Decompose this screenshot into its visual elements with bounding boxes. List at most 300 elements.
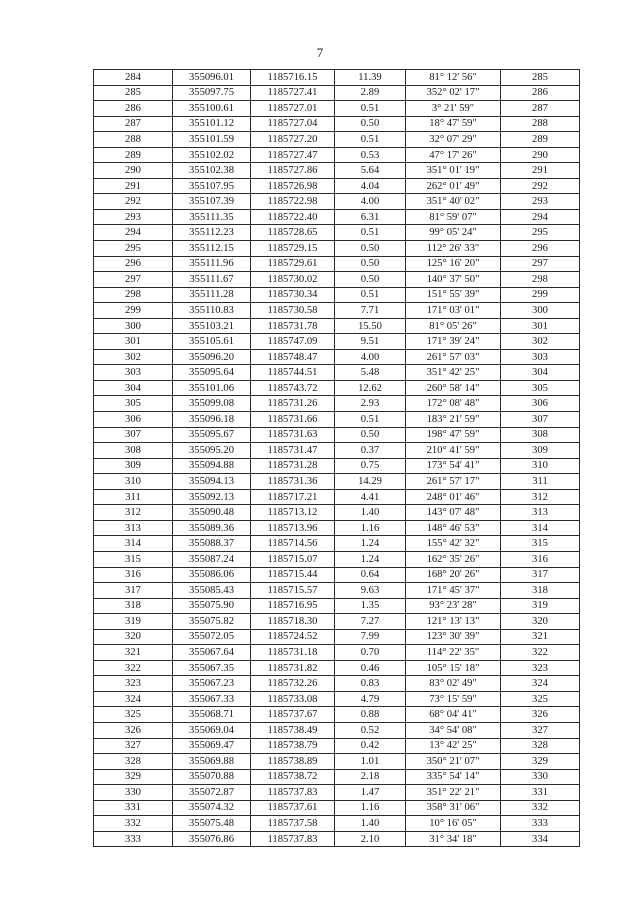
x-coordinate-cell: 355096.20 — [173, 349, 251, 365]
bearing-cell: 31° 34' 18" — [406, 831, 501, 847]
bearing-cell: 155° 42' 32" — [406, 536, 501, 552]
table-row — [94, 241, 580, 257]
distance-cell: 1.47 — [335, 785, 406, 801]
y-coordinate-cell: 1185717.21 — [251, 489, 335, 505]
table-row — [94, 163, 580, 179]
point-from-cell: 300 — [94, 318, 173, 334]
x-coordinate-cell: 355075.82 — [173, 614, 251, 630]
bearing-cell: 168° 20' 26" — [406, 567, 501, 583]
x-coordinate-cell: 355095.64 — [173, 365, 251, 381]
distance-cell: 6.31 — [335, 209, 406, 225]
point-to-cell: 312 — [501, 489, 580, 505]
bearing-cell: 260° 58' 14" — [406, 380, 501, 396]
table-row — [94, 396, 580, 412]
bearing-cell: 351° 22' 21" — [406, 785, 501, 801]
y-coordinate-cell: 1185737.58 — [251, 816, 335, 832]
point-to-cell: 288 — [501, 116, 580, 132]
table-row — [94, 536, 580, 552]
x-coordinate-cell: 355069.47 — [173, 738, 251, 754]
point-from-cell: 289 — [94, 147, 173, 163]
point-from-cell: 294 — [94, 225, 173, 241]
y-coordinate-cell: 1185727.86 — [251, 163, 335, 179]
point-to-cell: 332 — [501, 800, 580, 816]
y-coordinate-cell: 1185728.65 — [251, 225, 335, 241]
point-to-cell: 333 — [501, 816, 580, 832]
bearing-cell: 352° 02' 17" — [406, 85, 501, 101]
x-coordinate-cell: 355089.36 — [173, 520, 251, 536]
point-to-cell: 314 — [501, 520, 580, 536]
bearing-cell: 248° 01' 46" — [406, 489, 501, 505]
point-to-cell: 296 — [501, 241, 580, 257]
table-row — [94, 225, 580, 241]
distance-cell: 1.01 — [335, 754, 406, 770]
point-from-cell: 295 — [94, 241, 173, 257]
distance-cell: 2.93 — [335, 396, 406, 412]
x-coordinate-cell: 355088.37 — [173, 536, 251, 552]
point-to-cell: 297 — [501, 256, 580, 272]
table-row — [94, 303, 580, 319]
x-coordinate-cell: 355072.05 — [173, 629, 251, 645]
point-to-cell: 298 — [501, 272, 580, 288]
table-row — [94, 272, 580, 288]
table-row — [94, 816, 580, 832]
table-row — [94, 567, 580, 583]
distance-cell: 2.10 — [335, 831, 406, 847]
point-to-cell: 292 — [501, 178, 580, 194]
bearing-cell: 81° 05' 26" — [406, 318, 501, 334]
point-from-cell: 315 — [94, 551, 173, 567]
distance-cell: 0.50 — [335, 427, 406, 443]
y-coordinate-cell: 1185731.18 — [251, 645, 335, 661]
table-row — [94, 380, 580, 396]
y-coordinate-cell: 1185737.67 — [251, 707, 335, 723]
point-to-cell: 303 — [501, 349, 580, 365]
point-from-cell: 318 — [94, 598, 173, 614]
y-coordinate-cell: 1185744.51 — [251, 365, 335, 381]
y-coordinate-cell: 1185737.83 — [251, 831, 335, 847]
point-to-cell: 330 — [501, 769, 580, 785]
y-coordinate-cell: 1185738.89 — [251, 754, 335, 770]
y-coordinate-cell: 1185731.36 — [251, 474, 335, 490]
distance-cell: 1.16 — [335, 800, 406, 816]
y-coordinate-cell: 1185731.28 — [251, 458, 335, 474]
point-from-cell: 301 — [94, 334, 173, 350]
point-to-cell: 316 — [501, 551, 580, 567]
bearing-cell: 112° 26' 33" — [406, 241, 501, 257]
x-coordinate-cell: 355069.04 — [173, 722, 251, 738]
bearing-cell: 171° 39' 24" — [406, 334, 501, 350]
distance-cell: 4.04 — [335, 178, 406, 194]
distance-cell: 0.83 — [335, 676, 406, 692]
table-row — [94, 629, 580, 645]
bearing-cell: 148° 46' 53" — [406, 520, 501, 536]
bearing-cell: 261° 57' 17" — [406, 474, 501, 490]
y-coordinate-cell: 1185727.20 — [251, 132, 335, 148]
bearing-cell: 105° 15' 18" — [406, 660, 501, 676]
x-coordinate-cell: 355112.15 — [173, 241, 251, 257]
point-to-cell: 325 — [501, 691, 580, 707]
point-from-cell: 291 — [94, 178, 173, 194]
table-row — [94, 194, 580, 210]
y-coordinate-cell: 1185714.56 — [251, 536, 335, 552]
bearing-cell: 73° 15' 59" — [406, 691, 501, 707]
table-row — [94, 474, 580, 490]
point-to-cell: 321 — [501, 629, 580, 645]
y-coordinate-cell: 1185713.12 — [251, 505, 335, 521]
y-coordinate-cell: 1185730.58 — [251, 303, 335, 319]
y-coordinate-cell: 1185731.78 — [251, 318, 335, 334]
x-coordinate-cell: 355075.90 — [173, 598, 251, 614]
y-coordinate-cell: 1185731.63 — [251, 427, 335, 443]
y-coordinate-cell: 1185715.44 — [251, 567, 335, 583]
x-coordinate-cell: 355111.28 — [173, 287, 251, 303]
x-coordinate-cell: 355094.13 — [173, 474, 251, 490]
table-row — [94, 831, 580, 847]
x-coordinate-cell: 355102.02 — [173, 147, 251, 163]
x-coordinate-cell: 355111.35 — [173, 209, 251, 225]
bearing-cell: 351° 42' 25" — [406, 365, 501, 381]
x-coordinate-cell: 355101.06 — [173, 380, 251, 396]
distance-cell: 0.70 — [335, 645, 406, 661]
point-from-cell: 307 — [94, 427, 173, 443]
distance-cell: 7.71 — [335, 303, 406, 319]
page-number: 7 — [316, 45, 324, 60]
point-to-cell: 319 — [501, 598, 580, 614]
distance-cell: 0.88 — [335, 707, 406, 723]
table-body — [94, 70, 580, 847]
y-coordinate-cell: 1185722.98 — [251, 194, 335, 210]
point-to-cell: 301 — [501, 318, 580, 334]
table-row — [94, 707, 580, 723]
point-to-cell: 308 — [501, 427, 580, 443]
y-coordinate-cell: 1185729.61 — [251, 256, 335, 272]
x-coordinate-cell: 355087.24 — [173, 551, 251, 567]
bearing-cell: 151° 55' 39" — [406, 287, 501, 303]
bearing-cell: 125° 16' 20" — [406, 256, 501, 272]
x-coordinate-cell: 355099.08 — [173, 396, 251, 412]
x-coordinate-cell: 355096.01 — [173, 70, 251, 86]
coordinates-table — [93, 69, 580, 847]
table-row — [94, 614, 580, 630]
table-row — [94, 85, 580, 101]
point-to-cell: 294 — [501, 209, 580, 225]
y-coordinate-cell: 1185733.08 — [251, 691, 335, 707]
x-coordinate-cell: 355097.75 — [173, 85, 251, 101]
point-to-cell: 318 — [501, 583, 580, 599]
table-row — [94, 101, 580, 117]
y-coordinate-cell: 1185722.40 — [251, 209, 335, 225]
point-to-cell: 327 — [501, 722, 580, 738]
x-coordinate-cell: 355107.39 — [173, 194, 251, 210]
bearing-cell: 210° 41' 59" — [406, 443, 501, 459]
distance-cell: 0.51 — [335, 225, 406, 241]
y-coordinate-cell: 1185737.61 — [251, 800, 335, 816]
x-coordinate-cell: 355102.38 — [173, 163, 251, 179]
y-coordinate-cell: 1185731.47 — [251, 443, 335, 459]
point-from-cell: 332 — [94, 816, 173, 832]
table-row — [94, 132, 580, 148]
distance-cell: 0.50 — [335, 272, 406, 288]
point-from-cell: 286 — [94, 101, 173, 117]
table-row — [94, 70, 580, 86]
table-row — [94, 443, 580, 459]
distance-cell: 0.37 — [335, 443, 406, 459]
point-to-cell: 317 — [501, 567, 580, 583]
y-coordinate-cell: 1185738.72 — [251, 769, 335, 785]
distance-cell: 1.40 — [335, 505, 406, 521]
point-to-cell: 285 — [501, 70, 580, 86]
y-coordinate-cell: 1185715.07 — [251, 551, 335, 567]
bearing-cell: 173° 54' 41" — [406, 458, 501, 474]
table-row — [94, 256, 580, 272]
point-to-cell: 310 — [501, 458, 580, 474]
point-from-cell: 292 — [94, 194, 173, 210]
bearing-cell: 183° 21' 59" — [406, 412, 501, 428]
x-coordinate-cell: 355076.86 — [173, 831, 251, 847]
table-row — [94, 583, 580, 599]
distance-cell: 4.00 — [335, 349, 406, 365]
y-coordinate-cell: 1185731.26 — [251, 396, 335, 412]
x-coordinate-cell: 355070.88 — [173, 769, 251, 785]
point-to-cell: 326 — [501, 707, 580, 723]
point-from-cell: 326 — [94, 722, 173, 738]
x-coordinate-cell: 355110.83 — [173, 303, 251, 319]
point-from-cell: 324 — [94, 691, 173, 707]
distance-cell: 5.48 — [335, 365, 406, 381]
table-row — [94, 116, 580, 132]
table-row — [94, 691, 580, 707]
point-from-cell: 285 — [94, 85, 173, 101]
table-row — [94, 178, 580, 194]
distance-cell: 4.41 — [335, 489, 406, 505]
distance-cell: 9.51 — [335, 334, 406, 350]
point-to-cell: 293 — [501, 194, 580, 210]
distance-cell: 1.16 — [335, 520, 406, 536]
table-row — [94, 334, 580, 350]
point-from-cell: 306 — [94, 412, 173, 428]
point-to-cell: 331 — [501, 785, 580, 801]
y-coordinate-cell: 1185738.79 — [251, 738, 335, 754]
table-row — [94, 660, 580, 676]
bearing-cell: 123° 30' 39" — [406, 629, 501, 645]
y-coordinate-cell: 1185727.01 — [251, 101, 335, 117]
point-to-cell: 299 — [501, 287, 580, 303]
x-coordinate-cell: 355095.20 — [173, 443, 251, 459]
x-coordinate-cell: 355067.35 — [173, 660, 251, 676]
table-row — [94, 785, 580, 801]
distance-cell: 0.46 — [335, 660, 406, 676]
distance-cell: 0.52 — [335, 722, 406, 738]
table-row — [94, 489, 580, 505]
distance-cell: 7.99 — [335, 629, 406, 645]
distance-cell: 5.64 — [335, 163, 406, 179]
point-from-cell: 305 — [94, 396, 173, 412]
x-coordinate-cell: 355072.87 — [173, 785, 251, 801]
point-from-cell: 321 — [94, 645, 173, 661]
point-from-cell: 327 — [94, 738, 173, 754]
y-coordinate-cell: 1185729.15 — [251, 241, 335, 257]
point-from-cell: 288 — [94, 132, 173, 148]
table-row — [94, 645, 580, 661]
table-row — [94, 209, 580, 225]
point-from-cell: 284 — [94, 70, 173, 86]
table-row — [94, 412, 580, 428]
x-coordinate-cell: 355086.06 — [173, 567, 251, 583]
distance-cell: 0.51 — [335, 101, 406, 117]
x-coordinate-cell: 355085.43 — [173, 583, 251, 599]
distance-cell: 11.39 — [335, 70, 406, 86]
point-to-cell: 287 — [501, 101, 580, 117]
point-from-cell: 290 — [94, 163, 173, 179]
point-from-cell: 322 — [94, 660, 173, 676]
bearing-cell: 18° 47' 59" — [406, 116, 501, 132]
point-from-cell: 287 — [94, 116, 173, 132]
y-coordinate-cell: 1185731.66 — [251, 412, 335, 428]
y-coordinate-cell: 1185743.72 — [251, 380, 335, 396]
point-from-cell: 330 — [94, 785, 173, 801]
table-row — [94, 598, 580, 614]
distance-cell: 0.50 — [335, 256, 406, 272]
point-to-cell: 305 — [501, 380, 580, 396]
distance-cell: 0.53 — [335, 147, 406, 163]
table-row — [94, 365, 580, 381]
point-from-cell: 333 — [94, 831, 173, 847]
point-from-cell: 314 — [94, 536, 173, 552]
point-from-cell: 317 — [94, 583, 173, 599]
bearing-cell: 351° 01' 19" — [406, 163, 501, 179]
point-to-cell: 295 — [501, 225, 580, 241]
x-coordinate-cell: 355111.96 — [173, 256, 251, 272]
point-to-cell: 300 — [501, 303, 580, 319]
distance-cell: 4.00 — [335, 194, 406, 210]
point-to-cell: 324 — [501, 676, 580, 692]
y-coordinate-cell: 1185726.98 — [251, 178, 335, 194]
x-coordinate-cell: 355101.12 — [173, 116, 251, 132]
point-from-cell: 311 — [94, 489, 173, 505]
point-to-cell: 322 — [501, 645, 580, 661]
bearing-cell: 198° 47' 59" — [406, 427, 501, 443]
distance-cell: 0.42 — [335, 738, 406, 754]
distance-cell: 0.50 — [335, 241, 406, 257]
distance-cell: 7.27 — [335, 614, 406, 630]
y-coordinate-cell: 1185731.82 — [251, 660, 335, 676]
bearing-cell: 350° 21' 07" — [406, 754, 501, 770]
point-from-cell: 328 — [94, 754, 173, 770]
y-coordinate-cell: 1185738.49 — [251, 722, 335, 738]
point-to-cell: 328 — [501, 738, 580, 754]
point-from-cell: 313 — [94, 520, 173, 536]
bearing-cell: 83° 02' 49" — [406, 676, 501, 692]
point-to-cell: 311 — [501, 474, 580, 490]
bearing-cell: 81° 59' 07" — [406, 209, 501, 225]
y-coordinate-cell: 1185727.47 — [251, 147, 335, 163]
x-coordinate-cell: 355107.95 — [173, 178, 251, 194]
distance-cell: 0.51 — [335, 412, 406, 428]
point-to-cell: 306 — [501, 396, 580, 412]
y-coordinate-cell: 1185748.47 — [251, 349, 335, 365]
bearing-cell: 162° 35' 26" — [406, 551, 501, 567]
point-to-cell: 315 — [501, 536, 580, 552]
y-coordinate-cell: 1185715.57 — [251, 583, 335, 599]
y-coordinate-cell: 1185713.96 — [251, 520, 335, 536]
table-row — [94, 769, 580, 785]
bearing-cell: 47° 17' 26" — [406, 147, 501, 163]
y-coordinate-cell: 1185727.41 — [251, 85, 335, 101]
distance-cell: 15.50 — [335, 318, 406, 334]
x-coordinate-cell: 355092.13 — [173, 489, 251, 505]
point-from-cell: 298 — [94, 287, 173, 303]
y-coordinate-cell: 1185747.09 — [251, 334, 335, 350]
table-row — [94, 676, 580, 692]
table-row — [94, 505, 580, 521]
point-to-cell: 290 — [501, 147, 580, 163]
point-from-cell: 303 — [94, 365, 173, 381]
table-row — [94, 349, 580, 365]
point-to-cell: 302 — [501, 334, 580, 350]
bearing-cell: 261° 57' 03" — [406, 349, 501, 365]
distance-cell: 0.51 — [335, 287, 406, 303]
distance-cell: 14.29 — [335, 474, 406, 490]
point-from-cell: 329 — [94, 769, 173, 785]
bearing-cell: 358° 31' 06" — [406, 800, 501, 816]
distance-cell: 0.50 — [335, 116, 406, 132]
bearing-cell: 121° 13' 13" — [406, 614, 501, 630]
x-coordinate-cell: 355103.21 — [173, 318, 251, 334]
y-coordinate-cell: 1185730.02 — [251, 272, 335, 288]
table-row — [94, 287, 580, 303]
point-from-cell: 309 — [94, 458, 173, 474]
table-row — [94, 722, 580, 738]
point-to-cell: 309 — [501, 443, 580, 459]
point-from-cell: 320 — [94, 629, 173, 645]
point-to-cell: 320 — [501, 614, 580, 630]
point-from-cell: 293 — [94, 209, 173, 225]
bearing-cell: 93° 23' 28" — [406, 598, 501, 614]
point-from-cell: 297 — [94, 272, 173, 288]
point-to-cell: 323 — [501, 660, 580, 676]
x-coordinate-cell: 355075.48 — [173, 816, 251, 832]
point-to-cell: 289 — [501, 132, 580, 148]
table-row — [94, 551, 580, 567]
y-coordinate-cell: 1185716.15 — [251, 70, 335, 86]
point-from-cell: 316 — [94, 567, 173, 583]
bearing-cell: 351° 40' 02" — [406, 194, 501, 210]
bearing-cell: 114° 22' 35" — [406, 645, 501, 661]
table-row — [94, 754, 580, 770]
bearing-cell: 81° 12' 56" — [406, 70, 501, 86]
point-from-cell: 312 — [94, 505, 173, 521]
bearing-cell: 143° 07' 48" — [406, 505, 501, 521]
point-from-cell: 319 — [94, 614, 173, 630]
table-row — [94, 427, 580, 443]
y-coordinate-cell: 1185724.52 — [251, 629, 335, 645]
distance-cell: 0.64 — [335, 567, 406, 583]
distance-cell: 1.24 — [335, 551, 406, 567]
x-coordinate-cell: 355067.23 — [173, 676, 251, 692]
x-coordinate-cell: 355090.48 — [173, 505, 251, 521]
distance-cell: 2.89 — [335, 85, 406, 101]
distance-cell: 12.62 — [335, 380, 406, 396]
point-from-cell: 323 — [94, 676, 173, 692]
bearing-cell: 34° 54' 08" — [406, 722, 501, 738]
bearing-cell: 140° 37' 50" — [406, 272, 501, 288]
x-coordinate-cell: 355112.23 — [173, 225, 251, 241]
point-to-cell: 307 — [501, 412, 580, 428]
distance-cell: 1.24 — [335, 536, 406, 552]
bearing-cell: 68° 04' 41" — [406, 707, 501, 723]
distance-cell: 1.35 — [335, 598, 406, 614]
table-row — [94, 800, 580, 816]
